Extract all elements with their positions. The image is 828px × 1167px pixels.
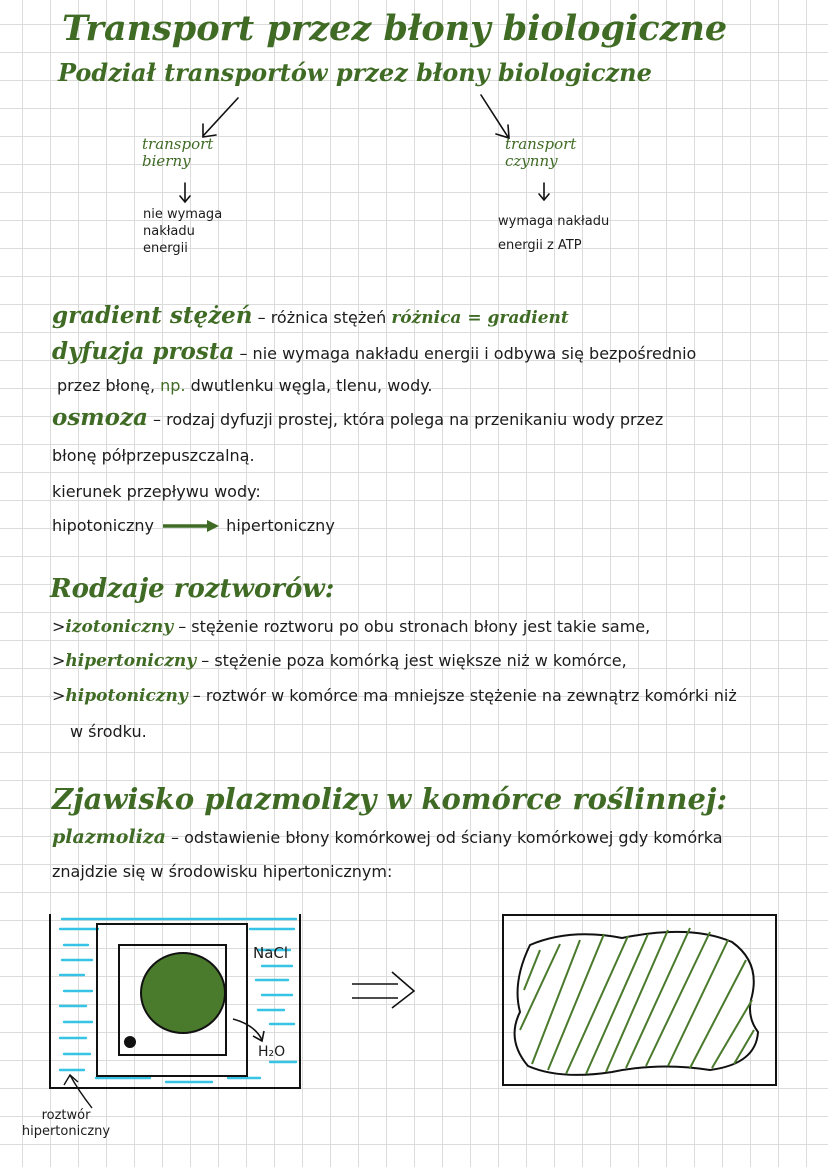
passive-transport-desc: nie wymaga nakładu energii [143, 207, 223, 256]
flow-from: hipotoniczny [52, 516, 154, 535]
gradient-note: różnica = gradient [391, 308, 569, 328]
diffusion-definition: dyfuzja prosta – nie wymaga nakładu energii i odbywa się bezpośrednio [52, 338, 697, 365]
nacl-label: NaCl [253, 944, 289, 962]
vacuole [141, 953, 225, 1033]
gradient-definition: gradient stężeń – różnica stężeń różnica = gradient [52, 302, 569, 329]
h2o-label: H₂O [258, 1044, 286, 1060]
diffusion-continuation: przez błonę, np. dwutlenku węgla, tlenu, wody. [57, 376, 433, 395]
active-transport-desc: wymaga nakładu energii z ATP [498, 214, 610, 253]
solutions-heading: Rodzaje roztworów: [50, 574, 335, 604]
flow-direction-label: kierunek przepływu wody: [52, 482, 261, 501]
plasmolysis-heading: Zjawisko plazmolizy w komórce roślinnej: [52, 782, 728, 816]
passive-transport-label: transport bierny [142, 135, 214, 170]
plasmolysis-definition: plazmoliza – odstawienie błony komórkowej od ściany komórkowej gdy komórka [52, 826, 723, 848]
solution-item-hypotonic: >hipotoniczny – roztwór w komórce ma mniejsze stężenie na zewnątrz komórki niż [52, 686, 737, 706]
osmosis-continuation: błonę półprzepuszczalną. [52, 446, 255, 465]
page-subtitle: Podział transportów przez błony biologiczne [58, 58, 652, 87]
plasmolysis-term: plazmoliza [52, 826, 166, 848]
page-title: Transport przez błony biologiczne [62, 8, 728, 49]
solution-item-hypotonic-cont: w środku. [70, 722, 147, 741]
example-abbrev: np. [160, 376, 186, 395]
gradient-term: gradient stężeń [52, 302, 253, 329]
solution-item-hypertonic: >hipertoniczny – stężenie poza komórką jest większe niż w komórce, [52, 651, 627, 671]
hypertonic-solution-label: roztwór hipertoniczny [21, 1108, 111, 1139]
osmosis-definition: osmoza – rodzaj dyfuzji prostej, która polega na przenikaniu wody przez [52, 404, 664, 431]
solution-item-isotonic: >izotoniczny – stężenie roztworu po obu stronach błony jest takie same, [52, 617, 651, 637]
osmosis-term: osmoza [52, 404, 148, 431]
active-transport-label: transport czynny [505, 135, 577, 170]
plasmolysis-continuation: znajdzie się w środowisku hipertonicznym: [52, 862, 393, 881]
nucleus [124, 1036, 136, 1048]
flow-to: hipertoniczny [226, 516, 335, 535]
diffusion-term: dyfuzja prosta [52, 338, 235, 365]
double-arrow-icon [352, 972, 414, 1008]
